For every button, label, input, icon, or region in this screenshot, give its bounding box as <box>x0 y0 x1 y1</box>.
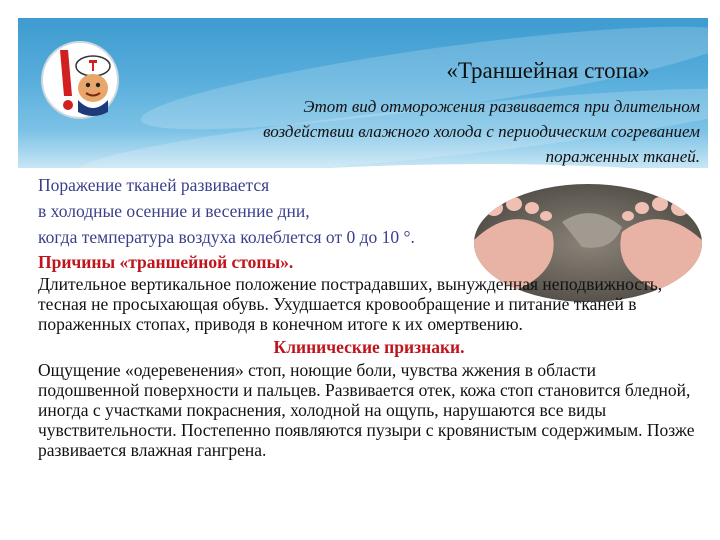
slide-title: «Траншейная стопа» <box>446 58 650 83</box>
body-text <box>38 170 700 460</box>
causes-text: Длительное вертикальное положение пострадавших, вынужденная неподвижность, тесная не просыхающая обувь. Ухудшается кровообращение и питание тканей в пораженных стопах, приводя в конечном итоге к их омертвению. <box>38 274 663 334</box>
signs-heading: Клинические признаки. <box>273 337 465 357</box>
rescuer-mascot-icon <box>38 38 122 122</box>
causes-heading: Причины «траншейной стопы». <box>38 252 294 272</box>
occurrence-line: Поражение тканей развивается <box>38 175 270 195</box>
occurrence-line: в холодные осенние и весенние дни, <box>38 201 310 221</box>
intro-text: Этот вид отморожения развивается при длительном воздействии влажного холода с периодическим согреванием пораженных тканей. <box>263 97 700 166</box>
occurrence-line: когда температура воздуха колеблется от 0 до 10 °. <box>38 227 415 247</box>
header-band <box>18 18 708 168</box>
signs-text: Ощущение «одеревенения» стоп, ноющие боли, чувства жжения в области подошвенной поверхности и пальцев. Развивается отек, кожа стоп становится бледной, иногда с участками покраснения, холодной на ощупь, нарушаются все виды чувствительности. Постепенно появляются пузыри с кровянистым содержимым. Позже развивается влажная гангрена. <box>38 360 695 460</box>
